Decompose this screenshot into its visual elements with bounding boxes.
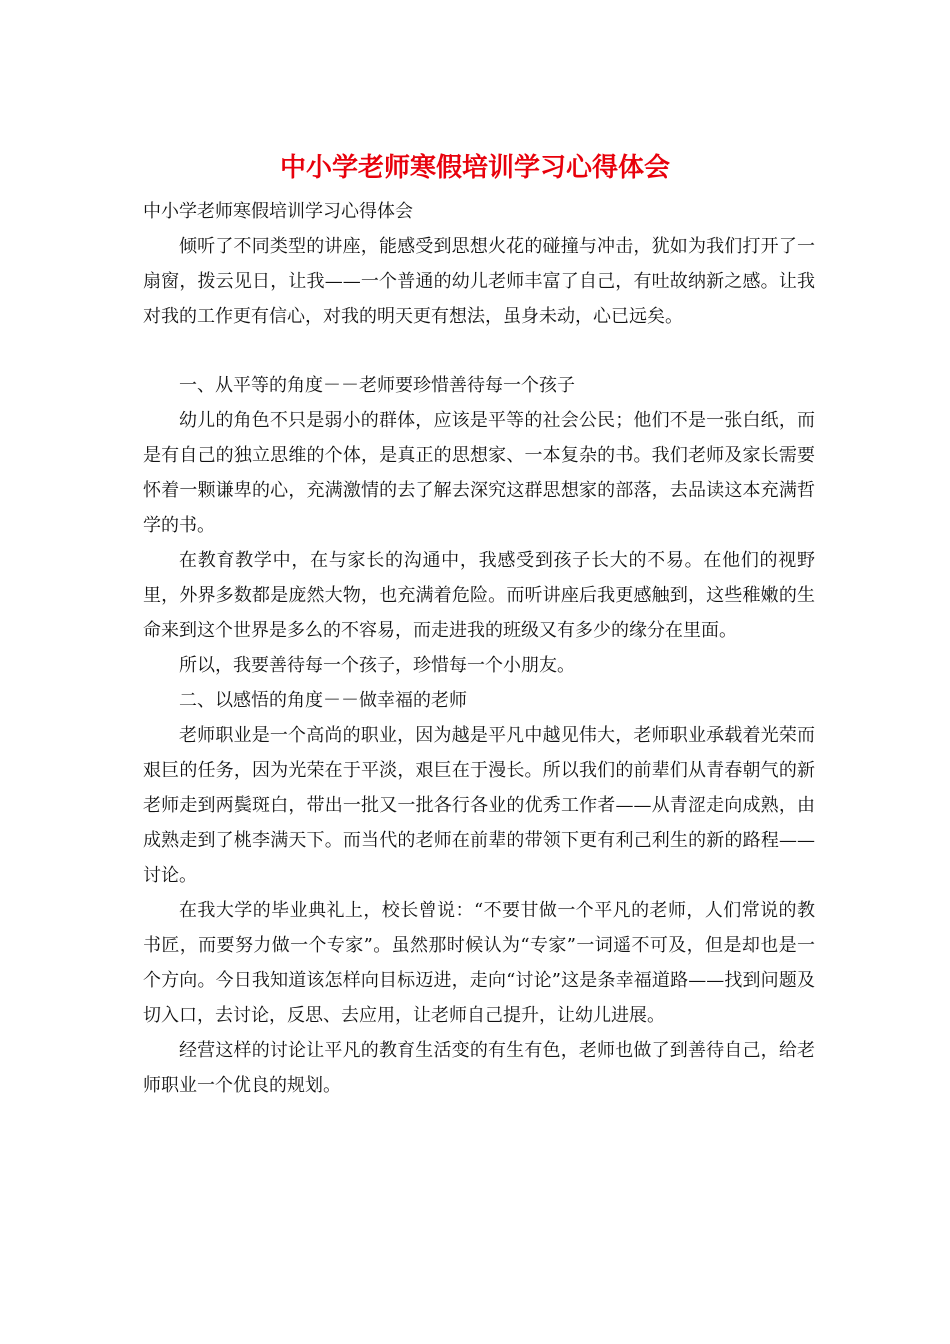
body-paragraph: 所以，我要善待每一个孩子，珍惜每一个小朋友。 bbox=[179, 655, 575, 676]
body-paragraph: 经营这样的讨论让平凡的教育生活变的有生有色，老师也做了到善待自己，给老师职业一个优良的规划。 bbox=[143, 1040, 815, 1096]
body-paragraph: 老师职业是一个高尚的职业，因为越是平凡中越见伟大，老师职业承载着光荣而艰巨的任务，因为光荣在于平淡，艰巨在于漫长。所以我们的前辈们从青春朝气的新老师走到两鬓斑白，带出一批又一批各行各业的优秀工作者——从青涩走向成熟，由成熟走到了桃李满天下。而当代的老师在前辈的带领下更有利己利生的新的路程——讨论。 bbox=[143, 725, 815, 886]
body-paragraph: 幼儿的角色不只是弱小的群体，应该是平等的社会公民；他们不是一张白纸，而是有自己的独立思维的个体，是真正的思想家、一本复杂的书。我们老师及家长需要怀着一颗谦卑的心，充满激情的去了解去深究这群思想家的部落，去品读这本充满哲学的书。 bbox=[143, 410, 815, 536]
body-paragraph: 二、以感悟的角度－－做幸福的老师 bbox=[179, 690, 467, 711]
body-paragraph: 在教育教学中，在与家长的沟通中，我感受到孩子长大的不易。在他们的视野里，外界多数都是庞然大物，也充满着危险。而听讲座后我更感触到，这些稚嫩的生命来到这个世界是多么的不容易，而走进我的班级又有多少的缘分在里面。 bbox=[143, 550, 815, 641]
body-paragraph: 中小学老师寒假培训学习心得体会 bbox=[143, 201, 413, 222]
document-body bbox=[143, 194, 815, 1103]
body-paragraph: 在我大学的毕业典礼上，校长曾说：“不要甘做一个平凡的老师，人们常说的教书匠，而要努力做一个专家”。虽然那时候认为“专家”一词遥不可及，但是却也是一个方向。今日我知道该怎样向目标迈进，走向“讨论”这是条幸福道路——找到问题及切入口，去讨论，反思、去应用，让老师自己提升，让幼儿进展。 bbox=[143, 900, 815, 1026]
document-title: 中小学老师寒假培训学习心得体会 bbox=[279, 153, 670, 183]
body-paragraph: 倾听了不同类型的讲座，能感受到思想火花的碰撞与冲击，犹如为我们打开了一扇窗，拨云见日，让我——一个普通的幼儿老师丰富了自己，有吐故纳新之感。让我对我的工作更有信心，对我的明天更有想法，虽身未动，心已远矣。 bbox=[143, 236, 815, 327]
body-paragraph: 一、从平等的角度－－老师要珍惜善待每一个孩子 bbox=[179, 375, 575, 396]
